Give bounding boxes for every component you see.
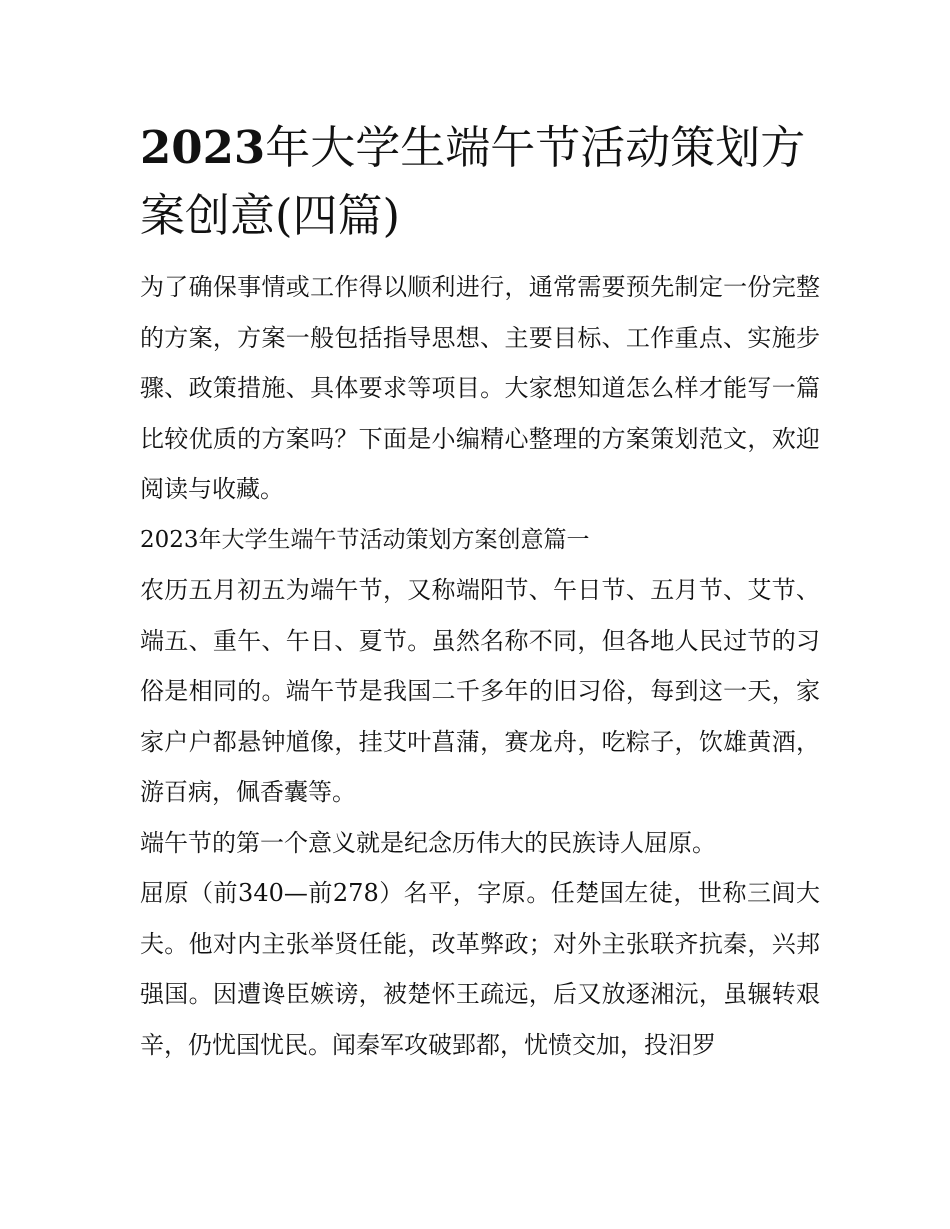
body-paragraph: 端午节的第一个意义就是纪念历伟大的民族诗人屈原。: [140, 828, 716, 857]
title-text: 年大学生端午节活动策划方案创意(四篇): [140, 121, 806, 242]
document-title: [140, 114, 820, 250]
document-body: [140, 114, 820, 1070]
title-year: 2023: [140, 121, 266, 174]
body-paragraph: 屈原（前340—前278）名平，字原。任楚国左徒，世称三闾大夫。他对内主张举贤任能，改革弊政；对外主张联齐抗秦，兴邦强国。因遭谗臣嫉谤，被楚怀王疏远，后又放逐湘沅，虽辗转艰辛，仍忧国忧民。闻秦军攻破郢都，忧愤交加，投汨罗: [140, 879, 820, 1059]
body-paragraph: 农历五月初五为端午节，又称端阳节、午日节、五月节、艾节、端五、重午、午日、夏节。虽然名称不同，但各地人民过节的习俗是相同的。端午节是我国二千多年的旧习俗，每到这一天，家家户户都悬钟馗像，挂艾叶菖蒲，赛龙舟，吃粽子，饮雄黄酒，游百病，佩香囊等。: [140, 576, 820, 806]
section-heading: 2023年大学生端午节活动策划方案创意篇一: [140, 526, 590, 553]
intro-paragraph: 为了确保事情或工作得以顺利进行，通常需要预先制定一份完整的方案，方案一般包括指导思想、主要目标、工作重点、实施步骤、政策措施、具体要求等项目。大家想知道怎么样才能写一篇比较优质的方案吗？下面是小编精心整理的方案策划范文，欢迎阅读与收藏。: [140, 273, 820, 503]
